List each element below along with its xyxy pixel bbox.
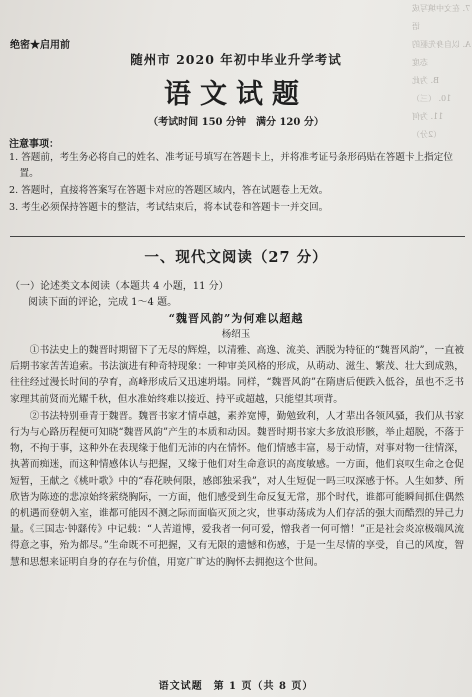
bleed-line: 7. 在文中填写成语 <box>412 4 471 31</box>
reading-instruction: 阅读下面的评论，完成 1～4 题。 <box>28 297 178 308</box>
bleed-line: （2分） <box>412 130 442 139</box>
article-title: “魏晋风韵”为何难以超越 <box>168 312 304 325</box>
bleed-line: 10. （三） <box>412 94 452 103</box>
section-divider <box>10 236 465 237</box>
exam-title: 随州市 2020 年初中毕业升学考试 <box>130 52 342 67</box>
part-heading: 一、现代文阅读（27 分） <box>144 249 328 266</box>
section-heading: （一）论述类文本阅读（本题共 4 小题，11 分） <box>10 281 229 292</box>
exam-time-info: （考试时间 150 分钟 满分 120 分） <box>148 117 324 128</box>
page-footer: 语文试题 第 1 页（共 8 页） <box>158 681 314 692</box>
article-paragraph: ②书法特别垂青于魏晋。魏晋书家才情卓越，素养宽博，勤勉致利，人才辈出各领风骚，我们从书家行为与心路历程便可知晓“魏晋风韵”产生的本质和动因。魏晋时期书家大多放浪形骸，举止超脱，不落于物，不拘于事，这种外在表现缘于他们无沛的内在情怀。他们情感丰富，易于动情，对事对物一往情深，执著而痴迷，而这种情感体认与把握，又缘于他们对生命意识的高度敏感。一方面，他们哀叹生命之仓促短暂，王献之《桃叶歌》中的“春花映何限，感郎独采我”，对人生短促一吗三叹深感于怀。人生如梦、所欣皆为陈迹的悲凉始终萦绕胸际，一方面，他们感受到生命反复无常，那个时代，谁都可能瞬间抓住偶然的机遇而登朝入室，谁都可能因不测之际而面临灭顶之灾，世事动荡成为人们存活的强大而酷烈的异己力量。《三国志·钟繇传》中记载：“人苦道博，爱我者一何可爱，憎我者一何可憎！”正是社会炎凉极端风流得意之事，殆为都尽。”生命既不可把握，又有无限的遗憾和伤感，于是一生尽情的享受，自己的风度，智慧和思想来证明自身的存在与价值，用宽广旷达的胸怀去拥抱这个世间。 <box>10 410 464 568</box>
article-author: 杨绍玉 <box>221 329 251 340</box>
notice-heading: 注意事项： <box>9 139 59 150</box>
article-body <box>10 343 464 572</box>
notice-item: 1. 答题前，考生务必将自己的姓名、准考证号填写在答题卡上，并将准考证号条形码贴在答题卡上指定位置。 <box>9 152 453 179</box>
secret-label: 绝密★启用前 <box>10 40 70 51</box>
bleed-line: B. 为此 <box>412 76 439 85</box>
article-paragraph: ①书法史上的魏晋时期留下了无尽的辉煌，以清雅、高逸、流美、洒脱为特征的“魏晋风韵”，一直被后期书家苦苦追索。书法演进有种奇特现象：一种审美风格的形成，从萌动、滋生、繁茂、壮大到成熟，往往经过漫长时间的孕育，高峰形成后又迅速坍塌。同样，“魏晋风韵”在隋唐后便跌入低谷，虽也不乏书家理其前贤而光耀千秋，但水准始终难以接近、持平或超越，只能望其项背。 <box>10 345 464 405</box>
bleed-line: A. 以自身先驱的态度 <box>412 40 471 67</box>
notice-item: 3. 考生必须保持答题卡的整洁，考试结束后，将本试卷和答题卡一并交回。 <box>9 202 329 213</box>
notice-item: 2. 答题时，直接将答案写在答题卡对应的答题区域内，答在试题卷上无效。 <box>9 185 329 196</box>
subject-title: 语文试题 <box>164 79 308 110</box>
notice-list <box>9 150 464 217</box>
bleed-line: 11. 为何 <box>412 112 444 121</box>
